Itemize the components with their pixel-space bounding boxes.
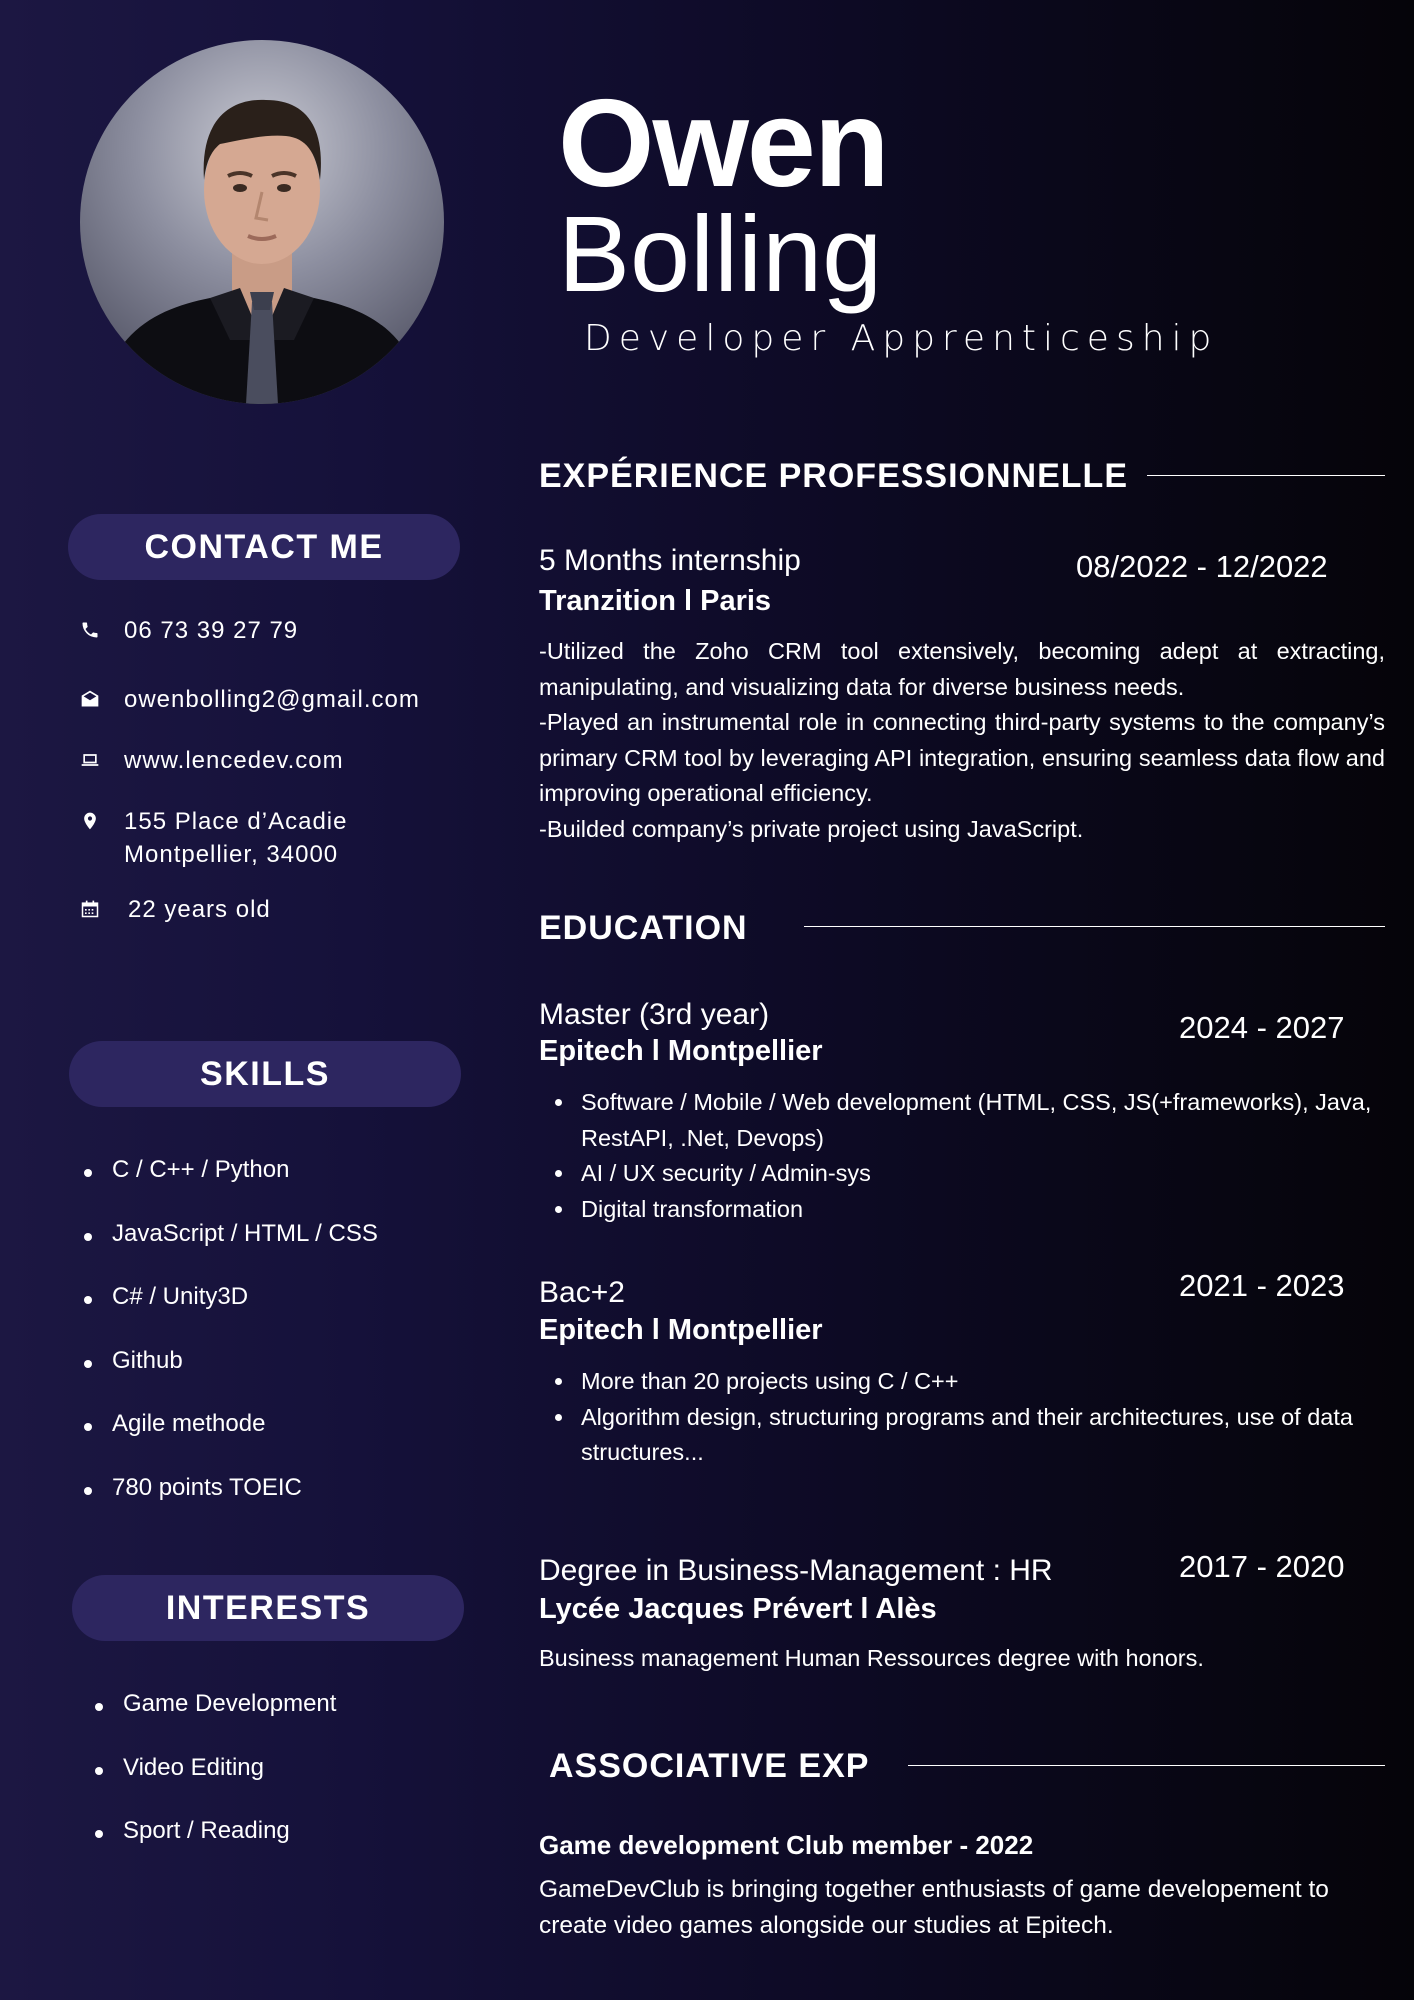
phone-icon xyxy=(78,616,102,644)
contact-age xyxy=(78,893,271,926)
education-org: Epitech l Montpellier xyxy=(539,1035,823,1067)
contact-website[interactable] xyxy=(78,744,344,777)
education-bullet: Software / Mobile / Web development (HTML, CSS, JS(+frameworks), Java, RestAPI, .Net, Devops) xyxy=(539,1085,1372,1156)
experience-description xyxy=(539,634,1385,847)
job-title: Developer Apprenticeship xyxy=(584,318,1219,359)
experience-org: Tranzition l Paris xyxy=(539,585,772,617)
interest-item: Sport / Reading xyxy=(89,1817,336,1881)
address-line-1: 155 Place d’Acadie xyxy=(124,808,348,835)
experience-dates: 08/2022 - 12/2022 xyxy=(1076,549,1328,584)
education-role: Master (3rd year) xyxy=(539,998,770,1031)
education-org: Lycée Jacques Prévert l Alès xyxy=(539,1593,937,1625)
experience-heading: EXPÉRIENCE PROFESSIONNELLE xyxy=(539,457,1128,495)
associative-description: GameDevClub is bringing together enthusiasts of game developement to create video games alongside our studies at Epitech. xyxy=(539,1876,1329,1939)
skill-item: Agile methode xyxy=(78,1410,378,1474)
skills-heading: SKILLS xyxy=(69,1041,461,1107)
education-role: Degree in Business-Management : HR xyxy=(539,1554,1053,1587)
skill-item: Github xyxy=(78,1347,378,1411)
portrait-illustration xyxy=(80,40,444,404)
education-role: Bac+2 xyxy=(539,1276,625,1309)
education-bullet: Digital transformation xyxy=(539,1192,1372,1228)
skills-list xyxy=(78,1156,378,1537)
location-pin-icon xyxy=(78,807,102,835)
website-url: www.lencedev.com xyxy=(124,747,344,774)
education-bullet: Algorithm design, structuring programs and their architectures, use of data structures... xyxy=(539,1400,1357,1471)
education-dates: 2021 - 2023 xyxy=(1179,1268,1345,1303)
education-bullet: AI / UX security / Admin-sys xyxy=(539,1156,1372,1192)
interests-list xyxy=(89,1690,336,1881)
education-dates: 2017 - 2020 xyxy=(1179,1549,1345,1584)
associative-title: Game development Club member - 2022 xyxy=(539,1830,1034,1860)
email-address: owenbolling2@gmail.com xyxy=(124,686,420,713)
education-dates: 2024 - 2027 xyxy=(1179,1010,1345,1045)
interests-heading: INTERESTS xyxy=(72,1575,464,1641)
education-description: Business management Human Ressources degree with honors. xyxy=(539,1645,1204,1671)
skill-item: C / C++ / Python xyxy=(78,1156,378,1220)
education-org: Epitech l Montpellier xyxy=(539,1314,823,1346)
first-name: Owen xyxy=(558,75,888,213)
skill-item: JavaScript / HTML / CSS xyxy=(78,1220,378,1284)
experience-paragraph: -Played an instrumental role in connecting third-party systems to the company’s primary CRM tool by leveraging API integration, ensuring seamless data flow and improving operational efficiency. xyxy=(539,709,1385,806)
interest-item: Game Development xyxy=(89,1690,336,1754)
education-bullet: More than 20 projects using C / C++ xyxy=(539,1364,1357,1400)
mail-icon xyxy=(78,685,102,713)
contact-phone[interactable] xyxy=(78,614,298,647)
phone-number: 06 73 39 27 79 xyxy=(124,617,299,644)
experience-paragraph: -Utilized the Zoho CRM tool extensively, becoming adept at extracting, manipulating, and visualizing data for diverse business needs. xyxy=(539,638,1385,700)
address-line-2: Montpellier, 34000 xyxy=(124,841,339,868)
contact-heading: CONTACT ME xyxy=(68,514,460,580)
calendar-icon xyxy=(78,895,102,923)
education-heading: EDUCATION xyxy=(539,909,748,947)
age: 22 years old xyxy=(128,896,271,923)
associative-divider xyxy=(908,1765,1385,1766)
laptop-icon xyxy=(78,746,102,774)
contact-email[interactable] xyxy=(78,683,420,716)
skill-item: C# / Unity3D xyxy=(78,1283,378,1347)
profile-photo xyxy=(80,40,444,404)
education-bullets xyxy=(539,1364,1357,1471)
last-name: Bolling xyxy=(558,193,883,314)
experience-paragraph: -Builded company’s private project using JavaScript. xyxy=(539,815,1084,842)
education-divider xyxy=(804,926,1385,927)
associative-heading: ASSOCIATIVE EXP xyxy=(549,1747,870,1785)
experience-role: 5 Months internship xyxy=(539,544,801,577)
interest-item: Video Editing xyxy=(89,1754,336,1818)
education-bullets xyxy=(539,1085,1372,1227)
experience-divider xyxy=(1147,475,1385,476)
skill-item: 780 points TOEIC xyxy=(78,1474,378,1538)
contact-address xyxy=(78,805,347,871)
